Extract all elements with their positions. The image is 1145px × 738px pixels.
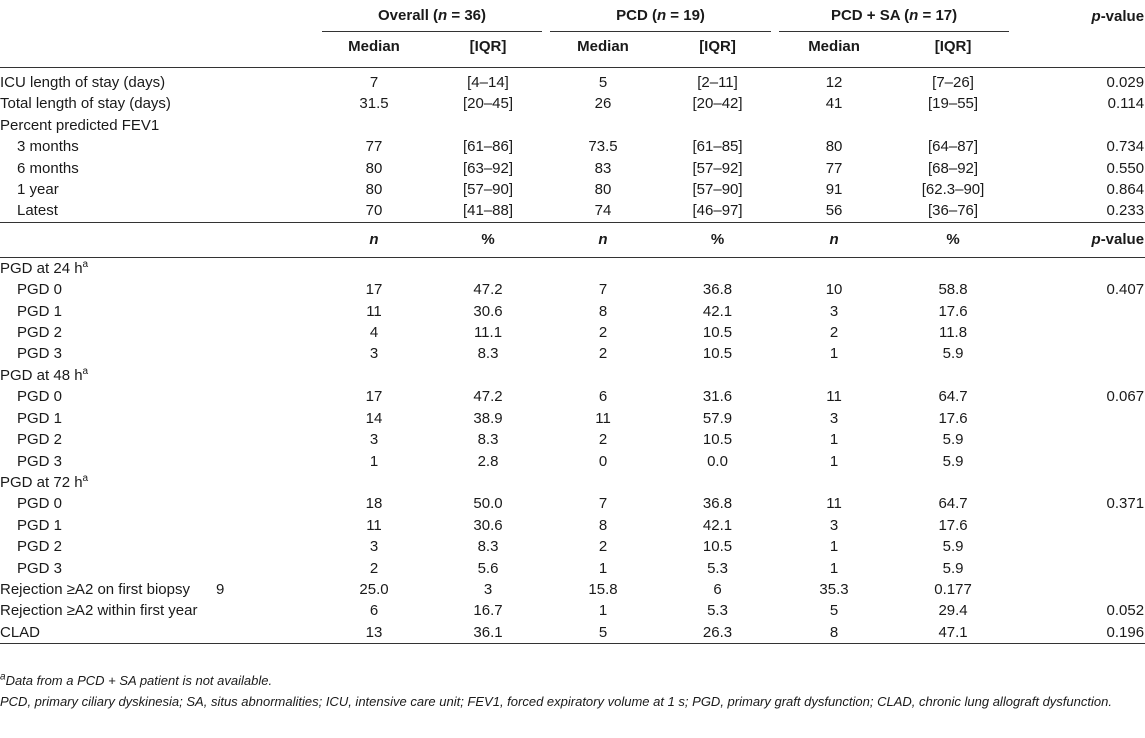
value-cell: 2 <box>598 538 608 556</box>
value-cell: 77 <box>825 159 843 177</box>
value-cell: 80 <box>594 181 612 199</box>
p-value-cell <box>1013 301 1145 322</box>
row-label: PGD 1 <box>17 302 63 320</box>
p-value-cell: 0.371 <box>1106 495 1145 513</box>
row-label: PGD 3 <box>17 345 63 363</box>
value-cell: 6 <box>369 602 379 620</box>
value-cell: 5.9 <box>942 345 964 363</box>
value-cell: 8 <box>598 302 608 320</box>
value-cell: 10.5 <box>702 324 733 342</box>
row-label: Percent predicted FEV1 <box>0 116 160 134</box>
row-label: PGD 1 <box>17 409 63 427</box>
footnote-a: $^a$Data from a PCD + SA patient is not available. <box>0 671 273 688</box>
value-cell: 74 <box>594 202 612 220</box>
value-cell: 17 <box>365 281 383 299</box>
value-cell: 58.8 <box>938 281 968 299</box>
value-cell <box>775 365 893 386</box>
p-value-cell: 0.067 <box>1106 388 1145 406</box>
value-cell: 4 <box>369 324 379 342</box>
value-cell: 30.6 <box>473 516 503 534</box>
value-cell <box>546 472 660 493</box>
value-cell <box>893 472 1013 493</box>
value-cell: 7 <box>598 281 608 299</box>
value-cell: 73.5 <box>588 138 618 156</box>
value-cell: 11.1 <box>473 324 503 342</box>
iqr-header: [IQR] <box>430 33 546 68</box>
p-value-cell <box>1013 451 1145 472</box>
value-cell <box>318 472 430 493</box>
value-cell <box>775 257 893 279</box>
p-value-cell: 0.052 <box>1106 602 1145 620</box>
n-header: n <box>318 222 430 257</box>
group-header-overall: Overall (n = 36) <box>318 0 546 33</box>
value-cell: 5.6 <box>477 559 499 577</box>
value-cell: [41–88] <box>462 202 514 220</box>
value-cell: 17.6 <box>938 302 968 320</box>
value-cell: 77 <box>365 138 383 156</box>
row-label: Latest <box>17 202 58 220</box>
value-cell <box>430 115 546 136</box>
value-cell <box>430 365 546 386</box>
value-cell <box>660 257 775 279</box>
value-cell: [20–45] <box>462 95 514 113</box>
row-label: PGD at 48 $h^a$ <box>0 365 89 384</box>
value-cell: [7–26] <box>932 74 974 91</box>
footnote-abbreviations: PCD, primary ciliary dyskinesia; SA, situs abnormalities; ICU, intensive care unit; FEV1, forced expiratory volume at 1 s; PGD, primary graft dysfunction; CLAD, chronic lung allograft dysfunction. <box>0 694 1112 709</box>
value-cell <box>775 472 893 493</box>
value-cell: 38.9 <box>473 409 503 427</box>
value-cell: [57–90] <box>692 181 743 199</box>
table-row <box>0 536 1145 557</box>
p-value-cell <box>1013 579 1145 600</box>
n-header: n <box>775 222 893 257</box>
value-cell: 36.8 <box>702 495 733 513</box>
value-cell: 2 <box>598 345 608 363</box>
row-label: Total length of stay (days) <box>0 95 171 113</box>
p-value-cell <box>1013 472 1145 493</box>
p-value-cell: 0.196 <box>1013 622 1145 644</box>
value-cell <box>893 115 1013 136</box>
table-row <box>0 158 1145 179</box>
value-cell <box>318 257 430 279</box>
value-cell: [46–97] <box>692 202 743 220</box>
value-cell: 2 <box>598 431 608 449</box>
value-cell: 14 <box>365 409 383 427</box>
row-label: Rejection ≥A2 on first biopsy 9 <box>0 579 318 600</box>
table-row <box>0 600 1145 621</box>
count-header-row <box>0 222 1145 257</box>
value-cell: 11 <box>366 302 382 320</box>
value-cell: [57–92] <box>692 159 743 177</box>
table-row <box>0 622 1145 644</box>
group-header-row <box>0 0 1145 33</box>
value-cell: [57–90] <box>462 181 514 199</box>
percent-header: % <box>893 222 1013 257</box>
value-cell <box>893 257 1013 279</box>
table-row <box>0 136 1145 157</box>
row-extra-value: 9 <box>216 580 225 598</box>
table-row <box>0 301 1145 322</box>
p-value-cell <box>1013 515 1145 536</box>
row-label: PGD 0 <box>17 281 63 299</box>
value-cell: 10.5 <box>702 345 733 363</box>
value-cell: 5.9 <box>942 452 964 470</box>
value-cell: 1 <box>369 452 379 470</box>
value-cell: 25.0 <box>359 580 389 598</box>
table-row <box>0 365 1145 386</box>
p-value-cell: 0.114 <box>1107 95 1145 113</box>
table-row <box>0 579 1145 600</box>
value-cell: 3 <box>483 580 493 598</box>
table-row <box>0 515 1145 536</box>
value-cell: 6 <box>598 388 608 406</box>
value-cell: 11 <box>826 388 842 406</box>
table-row <box>0 451 1145 472</box>
row-label: 6 months <box>17 159 79 177</box>
value-cell: 64.7 <box>938 495 968 513</box>
value-cell <box>660 115 775 136</box>
value-cell: 1 <box>598 559 608 577</box>
value-cell <box>430 257 546 279</box>
value-cell: [61–85] <box>692 138 743 156</box>
value-cell: 41 <box>825 95 843 113</box>
row-label: CLAD <box>0 622 318 644</box>
value-cell: 11 <box>595 409 611 427</box>
value-cell: 47.2 <box>473 388 503 406</box>
value-cell: 8.3 <box>477 431 499 449</box>
value-cell: 17.6 <box>938 516 968 534</box>
value-cell: 5.9 <box>942 538 964 556</box>
row-label: PGD 0 <box>17 495 63 513</box>
value-cell: 80 <box>365 181 383 199</box>
value-cell: [63–92] <box>462 159 514 177</box>
table-row <box>0 493 1145 514</box>
row-label: PGD at 24 $h^a$ <box>0 258 89 277</box>
table-row <box>0 322 1145 343</box>
percent-header: % <box>660 222 775 257</box>
value-cell: 5.3 <box>707 559 728 577</box>
pvalue-header: p-value <box>1091 8 1145 25</box>
value-cell: 8.3 <box>477 538 499 556</box>
value-cell: 10.5 <box>702 431 733 449</box>
value-cell: [20–42] <box>692 95 743 113</box>
value-cell: 29.4 <box>938 602 968 620</box>
row-label: PGD 2 <box>17 324 63 342</box>
value-cell: 31.5 <box>359 95 389 113</box>
value-cell: 3 <box>369 431 379 449</box>
p-value-cell <box>1013 365 1145 386</box>
value-cell: [2–11] <box>697 74 738 91</box>
p-value-cell: 0.233 <box>1106 202 1145 220</box>
row-label: 3 months <box>17 138 79 156</box>
value-cell: 5 <box>829 602 839 620</box>
value-cell: 3 <box>829 302 839 320</box>
table-row <box>0 115 1145 136</box>
p-value-cell <box>1013 536 1145 557</box>
row-label: ICU length of stay (days) <box>0 74 166 91</box>
table-row <box>0 179 1145 200</box>
value-cell: [62.3–90] <box>921 181 985 199</box>
value-cell: 5 <box>598 74 608 91</box>
value-cell: 7 <box>369 74 379 91</box>
table-row <box>0 257 1145 279</box>
value-cell: [4–14] <box>467 74 509 91</box>
table-row <box>0 429 1145 450</box>
value-cell: 1 <box>829 559 839 577</box>
n-header: n <box>546 222 660 257</box>
value-cell: [68–92] <box>928 159 979 177</box>
table-footnotes <box>0 670 1145 712</box>
p-value-cell: 0.029 <box>1106 74 1145 91</box>
value-cell: 50.0 <box>473 495 503 513</box>
iqr-header: [IQR] <box>660 33 775 68</box>
value-cell: 8 <box>598 516 608 534</box>
value-cell: 12 <box>825 74 843 91</box>
value-cell: 2 <box>369 559 379 577</box>
value-cell <box>546 365 660 386</box>
row-label: PGD 2 <box>17 538 63 556</box>
value-cell: 42.1 <box>702 516 733 534</box>
value-cell: 3 <box>829 409 839 427</box>
value-cell: 80 <box>365 159 383 177</box>
row-label: PGD 2 <box>17 431 63 449</box>
value-cell: 36.1 <box>430 622 546 644</box>
table-row <box>0 93 1145 114</box>
value-cell: 0.0 <box>707 452 728 470</box>
value-cell <box>318 115 430 136</box>
value-cell: 8.3 <box>477 345 499 363</box>
value-cell: 1 <box>829 345 839 363</box>
value-cell: 36.8 <box>702 281 733 299</box>
value-cell: [19–55] <box>928 95 979 113</box>
value-cell <box>775 115 893 136</box>
median-header: Median <box>318 33 430 68</box>
value-cell: 2 <box>829 324 839 342</box>
row-label: PGD 0 <box>17 388 63 406</box>
value-cell: 3 <box>829 516 839 534</box>
value-cell: 0.177 <box>934 580 972 598</box>
value-cell: 83 <box>594 159 612 177</box>
value-cell: 3 <box>369 538 379 556</box>
value-cell: 17.6 <box>938 409 968 427</box>
value-cell: [36–76] <box>928 202 979 220</box>
median-header: Median <box>546 33 660 68</box>
value-cell: 47.1 <box>893 622 1013 644</box>
row-label: Rejection ≥A2 within first year <box>0 602 198 620</box>
value-cell: 80 <box>825 138 843 156</box>
value-cell: 1 <box>598 602 608 620</box>
p-value-cell <box>1013 429 1145 450</box>
value-cell: 16.7 <box>473 602 503 620</box>
value-cell: 1 <box>829 431 839 449</box>
value-cell: 31.6 <box>702 388 733 406</box>
value-cell: 10 <box>825 281 843 299</box>
p-value-cell <box>1013 115 1145 136</box>
p-value-cell <box>1013 558 1145 579</box>
p-value-cell: 0.734 <box>1106 138 1145 156</box>
value-cell: 91 <box>825 181 843 199</box>
group-header-pcd: PCD (n = 19) <box>546 0 775 33</box>
table-row <box>0 408 1145 429</box>
p-value-cell: 0.407 <box>1106 281 1145 299</box>
pvalue-header: p-value <box>1013 222 1145 257</box>
percent-header: % <box>430 222 546 257</box>
table-row <box>0 200 1145 222</box>
value-cell: 6 <box>713 580 722 598</box>
value-cell: 3 <box>369 345 379 363</box>
value-cell: 26.3 <box>660 622 775 644</box>
value-cell: 11 <box>366 516 382 534</box>
row-label: PGD 1 <box>17 516 63 534</box>
value-cell: 56 <box>825 202 843 220</box>
value-cell: 17 <box>365 388 383 406</box>
value-cell: 8 <box>775 622 893 644</box>
value-cell: 0 <box>598 452 608 470</box>
p-value-cell <box>1013 257 1145 279</box>
value-cell: 1 <box>829 538 839 556</box>
value-cell: 42.1 <box>702 302 733 320</box>
spacer-cell <box>0 222 318 257</box>
value-cell <box>893 365 1013 386</box>
table-row <box>0 343 1145 364</box>
row-label: PGD 3 <box>17 559 63 577</box>
table-row <box>0 558 1145 579</box>
table-row <box>0 68 1145 94</box>
value-cell: 11 <box>826 495 842 513</box>
table-row <box>0 279 1145 300</box>
value-cell: 26 <box>594 95 612 113</box>
value-cell: 13 <box>318 622 430 644</box>
row-label: PGD 3 <box>17 452 63 470</box>
value-cell: 7 <box>598 495 608 513</box>
p-value-cell: 0.864 <box>1106 181 1145 199</box>
value-cell: 2.8 <box>477 452 499 470</box>
value-cell: [64–87] <box>928 138 979 156</box>
p-value-cell <box>1013 408 1145 429</box>
value-cell: 5.9 <box>942 431 964 449</box>
value-cell: 10.5 <box>702 538 733 556</box>
table-row <box>0 386 1145 407</box>
value-cell <box>546 115 660 136</box>
value-cell: [61–86] <box>462 138 514 156</box>
value-cell: 5.9 <box>942 559 964 577</box>
value-cell <box>660 472 775 493</box>
subheader-row <box>0 33 1145 68</box>
value-cell: 35.3 <box>819 580 849 598</box>
value-cell <box>546 257 660 279</box>
table-row <box>0 472 1145 493</box>
value-cell: 15.8 <box>588 580 618 598</box>
group-header-pcd-sa: PCD + SA (n = 17) <box>775 0 1013 33</box>
value-cell: 18 <box>365 495 383 513</box>
value-cell <box>660 365 775 386</box>
value-cell: 47.2 <box>473 281 503 299</box>
value-cell <box>430 472 546 493</box>
value-cell: 64.7 <box>938 388 968 406</box>
p-value-cell <box>1013 343 1145 364</box>
value-cell: 2 <box>598 324 608 342</box>
value-cell: 11.8 <box>938 324 968 342</box>
median-header: Median <box>775 33 893 68</box>
row-label: 1 year <box>17 181 59 199</box>
value-cell: 1 <box>829 452 839 470</box>
row-label: PGD at 72 $h^a$ <box>0 472 89 491</box>
p-value-cell <box>1013 322 1145 343</box>
value-cell <box>318 365 430 386</box>
value-cell: 30.6 <box>473 302 503 320</box>
p-value-cell: 0.550 <box>1106 159 1145 177</box>
value-cell: 5.3 <box>707 602 728 620</box>
value-cell: 70 <box>365 202 383 220</box>
value-cell: 57.9 <box>702 409 733 427</box>
iqr-header: [IQR] <box>893 33 1013 68</box>
value-cell: 5 <box>546 622 660 644</box>
